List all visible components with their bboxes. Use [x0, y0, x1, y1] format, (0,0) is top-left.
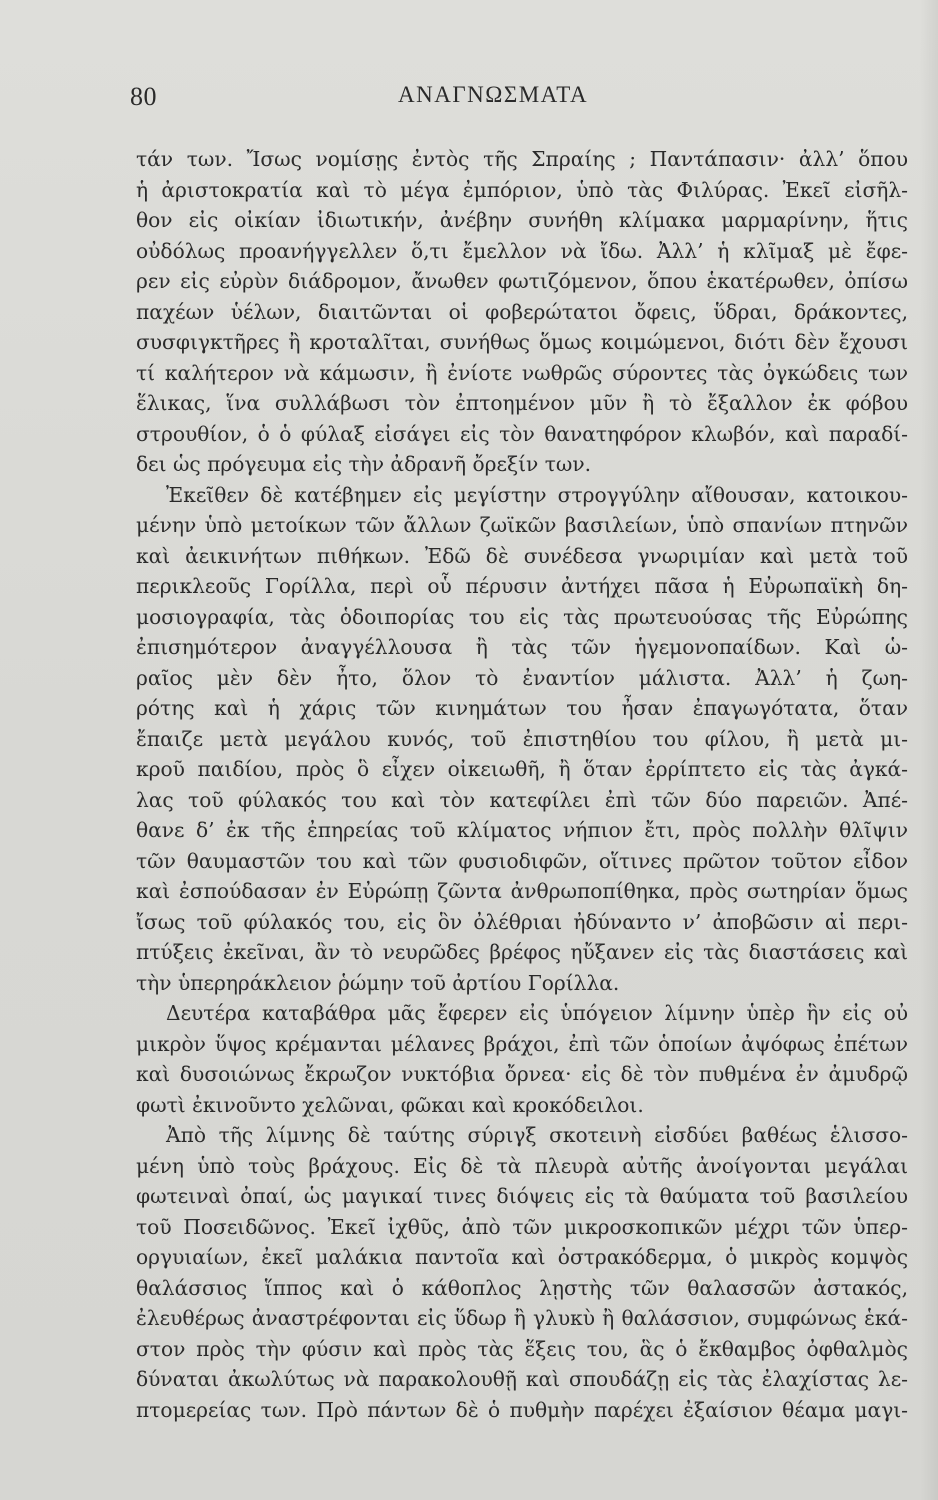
- text-line: ρεν εἰς εὐρὺν διάδρομον, ἄνωθεν φωτιζόμενον, ὅπου ἑκατέρωθεν, ὀπίσω: [136, 269, 908, 293]
- page-header: [130, 82, 820, 118]
- text-line: φωτειναὶ ὀπαί, ὡς μαγικαί τινες διόψεις εἰς τὰ θαύματα τοῦ βασιλείου: [136, 1184, 908, 1208]
- text-line: ἔπαιζε μετὰ μεγάλου κυνός, τοῦ ἐπιστηθίου του φίλου, ἢ μετὰ μι-: [136, 726, 908, 751]
- text-line: θανε δ’ ἐκ τῆς ἐπηρείας τοῦ κλίματος νήπιον ἔτι, πρὸς πολλὴν θλῖψιν: [136, 818, 908, 842]
- text-line: περικλεοῦς Γορίλλα, περὶ οὗ πέρυσιν ἀντήχει πᾶσα ἡ Εὐρωπαϊκὴ δη-: [136, 574, 908, 598]
- text-line: τοῦ Ποσειδῶνος. Ἐκεῖ ἰχθῦς, ἀπὸ τῶν μικροσκοπικῶν μέχρι τῶν ὑπερ-: [136, 1214, 908, 1239]
- text-line: κροῦ παιδίου, πρὸς ὃ εἶχεν οἰκειωθῆ, ἢ ὅταν ἐρρίπτετο εἰς τὰς ἀγκά-: [136, 757, 908, 781]
- text-line: καὶ ἐσπούδασαν ἐν Εὐρώπῃ ζῶντα ἀνθρωποπίθηκα, πρὸς σωτηρίαν ὅμως: [136, 879, 908, 903]
- text-line: ἐλευθέρως ἀναστρέφονται εἰς ὕδωρ ἢ γλυκὺ ἢ θαλάσσιον, συμφώνως ἑκά-: [136, 1306, 908, 1330]
- text-line: πτομερείας των. Πρὸ πάντων δὲ ὁ πυθμὴν παρέχει ἐξαίσιον θέαμα μαγι-: [136, 1397, 908, 1422]
- text-line: στρουθίον, ὁ ὁ φύλαξ εἰσάγει εἰς τὸν θανατηφόρον κλωβόν, καὶ παραδί-: [136, 421, 908, 446]
- text-line: τῶν θαυμαστῶν του καὶ τῶν φυσιοδιφῶν, οἵτινες πρῶτον τοῦτον εἶδον: [136, 848, 908, 873]
- text-line: ἐπισημότερον ἀναγγέλλουσα ἢ τὰς τῶν ἡγεμονοπαίδων. Καὶ ὡ-: [136, 635, 908, 659]
- text-line: ραῖος μὲν δὲν ἦτο, ὅλον τὸ ἐναντίον μάλιστα. Ἀλλ’ ἡ ζωη-: [136, 665, 908, 690]
- body-text: [136, 144, 908, 1425]
- text-line: ἕλικας, ἵνα συλλάβωσι τὸν ἐπτοημένον μῦν ἢ τὸ ἔξαλλον ἐκ φόβου: [136, 391, 908, 415]
- text-line: μοσιογραφία, τὰς ὁδοιπορίας του εἰς τὰς πρωτευούσας τῆς Εὐρώπης: [136, 604, 908, 629]
- text-line: ἴσως τοῦ φύλακός του, εἰς ὃν ὀλέθριαι ἠδύναντο ν’ ἀποβῶσιν αἱ περι-: [136, 909, 908, 934]
- text-line: φωτὶ ἐκινοῦντο χελῶναι, φῶκαι καὶ κροκόδειλοι.: [136, 1092, 644, 1117]
- text-line: τάν των. Ἴσως νομίσῃς ἐντὸς τῆς Σπραίης ; Παντάπασιν· ἀλλ’ ὅπου: [136, 147, 908, 171]
- text-line: Ἀπὸ τῆς λίμνης δὲ ταύτης σύριγξ σκοτεινὴ εἰσδύει βαθέως ἑλισσο-: [166, 1123, 908, 1147]
- text-line: Ἐκεῖθεν δὲ κατέβημεν εἰς μεγίστην στρογγύλην αἴθουσαν, κατοικου-: [166, 482, 908, 507]
- text-line: ρότης καὶ ἡ χάρις τῶν κινημάτων του ἦσαν ἐπαγωγότατα, ὅταν: [136, 696, 908, 720]
- text-line: μικρὸν ὕψος κρέμανται μέλανες βράχοι, ἐπὶ τῶν ὁποίων ἀψόφως ἐπέτων: [136, 1031, 908, 1056]
- text-line: οργυιαίων, ἐκεῖ μαλάκια παντοῖα καὶ ὀστρακόδερμα, ὁ μικρὸς κομψὸς: [136, 1245, 908, 1269]
- text-line: πτύξεις ἐκεῖναι, ἂν τὸ νευρῶδες βρέφος ηὔξανεν εἰς τὰς διαστάσεις καὶ: [136, 940, 908, 964]
- page-number: 80: [130, 82, 157, 111]
- running-head: ΑΝΑΓΝΩΣΜΑΤΑ: [398, 82, 589, 107]
- text-line: δύναται ἀκωλύτως νὰ παρακολουθῇ καὶ σπουδάζῃ εἰς τὰς ἐλαχίστας λε-: [136, 1367, 908, 1391]
- text-line: καὶ ἀεικινήτων πιθήκων. Ἐδῶ δὲ συνέδεσα γνωριμίαν καὶ μετὰ τοῦ: [136, 543, 908, 568]
- page-edge-shadow: [920, 0, 938, 1500]
- text-line: οὐδόλως προανήγγελλεν ὅ,τι ἔμελλον νὰ ἴδω. Ἀλλ’ ἡ κλῖμαξ μὲ ἔφε-: [136, 238, 908, 263]
- text-line: λας τοῦ φύλακός του καὶ τὸν κατεφίλει ἐπὶ τῶν δύο παρειῶν. Ἀπέ-: [136, 787, 908, 812]
- text-line: μένη ὑπὸ τοὺς βράχους. Εἰς δὲ τὰ πλευρὰ αὐτῆς ἀνοίγονται μεγάλαι: [136, 1153, 908, 1178]
- text-line: Δευτέρα καταβάθρα μᾶς ἔφερεν εἰς ὑπόγειον λίμνην ὑπὲρ ἣν εἰς οὐ: [166, 1001, 908, 1025]
- text-line: μένην ὑπὸ μετοίκων τῶν ἄλλων ζωϊκῶν βασιλείων, ὑπὸ σπανίων πτηνῶν: [136, 513, 908, 537]
- text-line: δει ὡς πρόγευμα εἰς τὴν ἀδρανῆ ὄρεξίν των.: [136, 452, 592, 476]
- text-line: καὶ δυσοιώνως ἔκρωζον νυκτόβια ὄρνεα· εἰς δὲ τὸν πυθμένα ἐν ἀμυδρῷ: [136, 1062, 908, 1086]
- text-line: στον πρὸς τὴν φύσιν καὶ πρὸς τὰς ἕξεις του, ἃς ὁ ἔκθαμβος ὀφθαλμὸς: [136, 1336, 908, 1361]
- text-line: τὴν ὑπερηράκλειον ῥώμην τοῦ ἀρτίου Γορίλλα.: [136, 970, 620, 995]
- text-line: παχέων ὑέλων, διαιτῶνται οἱ φοβερώτατοι ὄφεις, ὕδραι, δράκοντες,: [136, 299, 908, 324]
- text-line: θον εἰς οἰκίαν ἰδιωτικήν, ἀνέβην συνήθη κλίμακα μαρμαρίνην, ἥτις: [136, 208, 908, 232]
- text-line: συσφιγκτῆρες ἢ κροταλῖται, συνήθως ὅμως κοιμώμενοι, διότι δὲν ἔχουσι: [136, 330, 908, 354]
- text-line: ἡ ἀριστοκρατία καὶ τὸ μέγα ἐμπόριον, ὑπὸ τὰς Φιλύρας. Ἐκεῖ εἰσῆλ-: [136, 177, 908, 202]
- text-line: τί καλήτερον νὰ κάμωσιν, ἢ ἐνίοτε νωθρῶς σύροντες τὰς ὀγκώδεις των: [136, 360, 908, 385]
- text-line: θαλάσσιος ἵππος καὶ ὁ κάθοπλος λῃστὴς τῶν θαλασσῶν ἀστακός,: [136, 1275, 908, 1300]
